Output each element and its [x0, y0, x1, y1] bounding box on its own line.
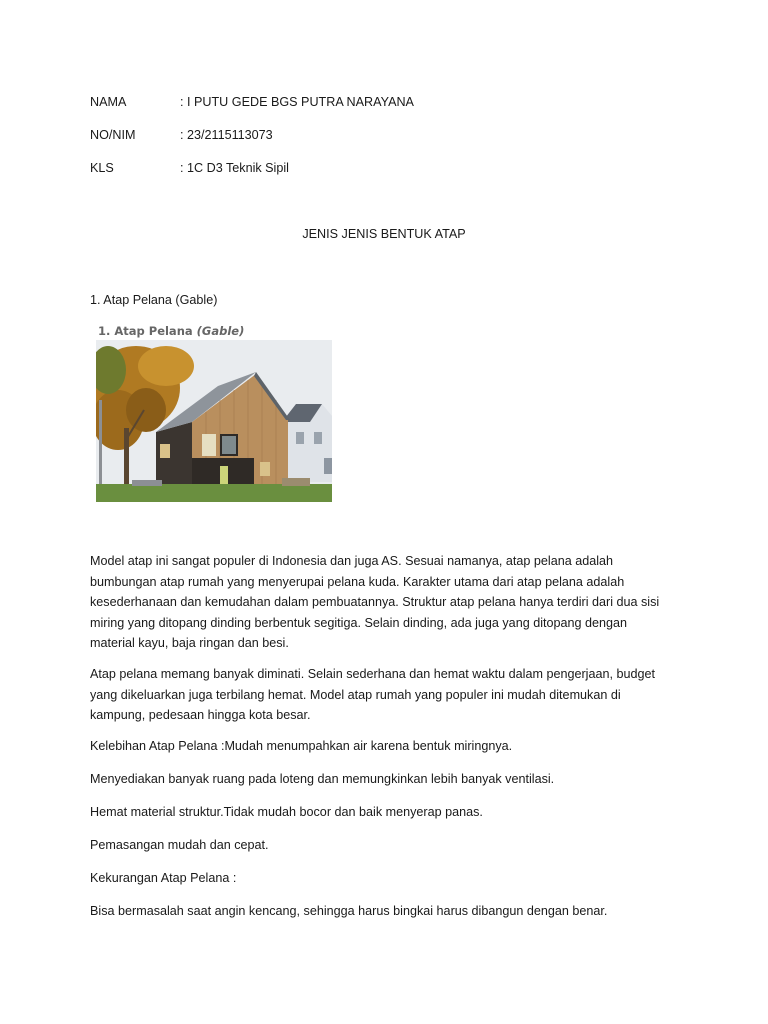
- gable-house-illustration: [96, 340, 332, 502]
- pemasangan-line: [90, 835, 690, 856]
- nama-label: NAMA: [90, 95, 127, 109]
- paragraph-1: [90, 551, 690, 654]
- figure-caption-prefix: 1. Atap Pelana: [98, 324, 193, 338]
- document-title: JENIS JENIS BENTUK ATAP: [302, 227, 466, 241]
- paragraph-line: Menyediakan banyak ruang pada loteng dan memungkinkan lebih banyak ventilasi.: [90, 772, 555, 786]
- angin-line: [90, 901, 690, 922]
- paragraph-line: Kelebihan Atap Pelana :Mudah menumpahkan air karena bentuk miringnya.: [90, 739, 513, 753]
- paragraph-line: Pemasangan mudah dan cepat.: [90, 838, 269, 852]
- kls-label: KLS: [90, 161, 114, 175]
- nim-label: NO/NIM: [90, 128, 136, 142]
- paragraph-line: yang dikeluarkan juga terbilang hemat. Model atap rumah yang populer ini mudah ditemukan di: [90, 687, 621, 702]
- ventilasi-line: [90, 769, 690, 790]
- paragraph-line: material kayu, baja ringan dan besi.: [90, 636, 289, 650]
- nama-value: : I PUTU GEDE BGS PUTRA NARAYANA: [180, 95, 414, 109]
- paragraph-line: Model atap ini sangat populer di Indonesia dan juga AS. Sesuai namanya, atap pelana adalah: [90, 554, 614, 568]
- paragraph-line: kampung, pedesaan hingga kota besar.: [90, 708, 311, 722]
- kekurangan-heading: [90, 868, 690, 889]
- figure-caption: [98, 323, 244, 339]
- house-photo: [96, 340, 332, 502]
- paragraph-line: kesederhanaan dan kemudahan dalam pembuatannya. Struktur atap pelana hanya terdiri dari dua sisi: [90, 595, 660, 609]
- hemat-line: [90, 802, 690, 823]
- paragraph-line: Bisa bermasalah saat angin kencang, sehingga harus bingkai harus dibangun dengan benar.: [90, 904, 608, 918]
- figure-caption-italic: (Gable): [196, 324, 245, 338]
- kls-value: : 1C D3 Teknik Sipil: [180, 161, 289, 175]
- gable-roof-figure: [96, 323, 336, 503]
- paragraph-line: Hemat material struktur.Tidak mudah bocor dan baik menyerap panas.: [90, 805, 483, 819]
- nim-value: : 23/2115113073: [180, 128, 273, 142]
- paragraph-line: Atap pelana memang banyak diminati. Selain sederhana dan hemat waktu dalam pengerjaan, budget: [90, 667, 655, 681]
- paragraph-2: [90, 664, 690, 726]
- paragraph-line: miring yang ditopang dinding berbentuk segitiga. Selain dinding, ada juga yang ditopang dengan: [90, 615, 628, 630]
- kelebihan-line: [90, 736, 690, 757]
- paragraph-line: Kekurangan Atap Pelana :: [90, 871, 237, 885]
- section-heading: 1. Atap Pelana (Gable): [90, 293, 218, 307]
- paragraph-line: bumbungan atap rumah yang menyerupai pelana kuda. Karakter utama dari atap pelana adalah: [90, 574, 625, 589]
